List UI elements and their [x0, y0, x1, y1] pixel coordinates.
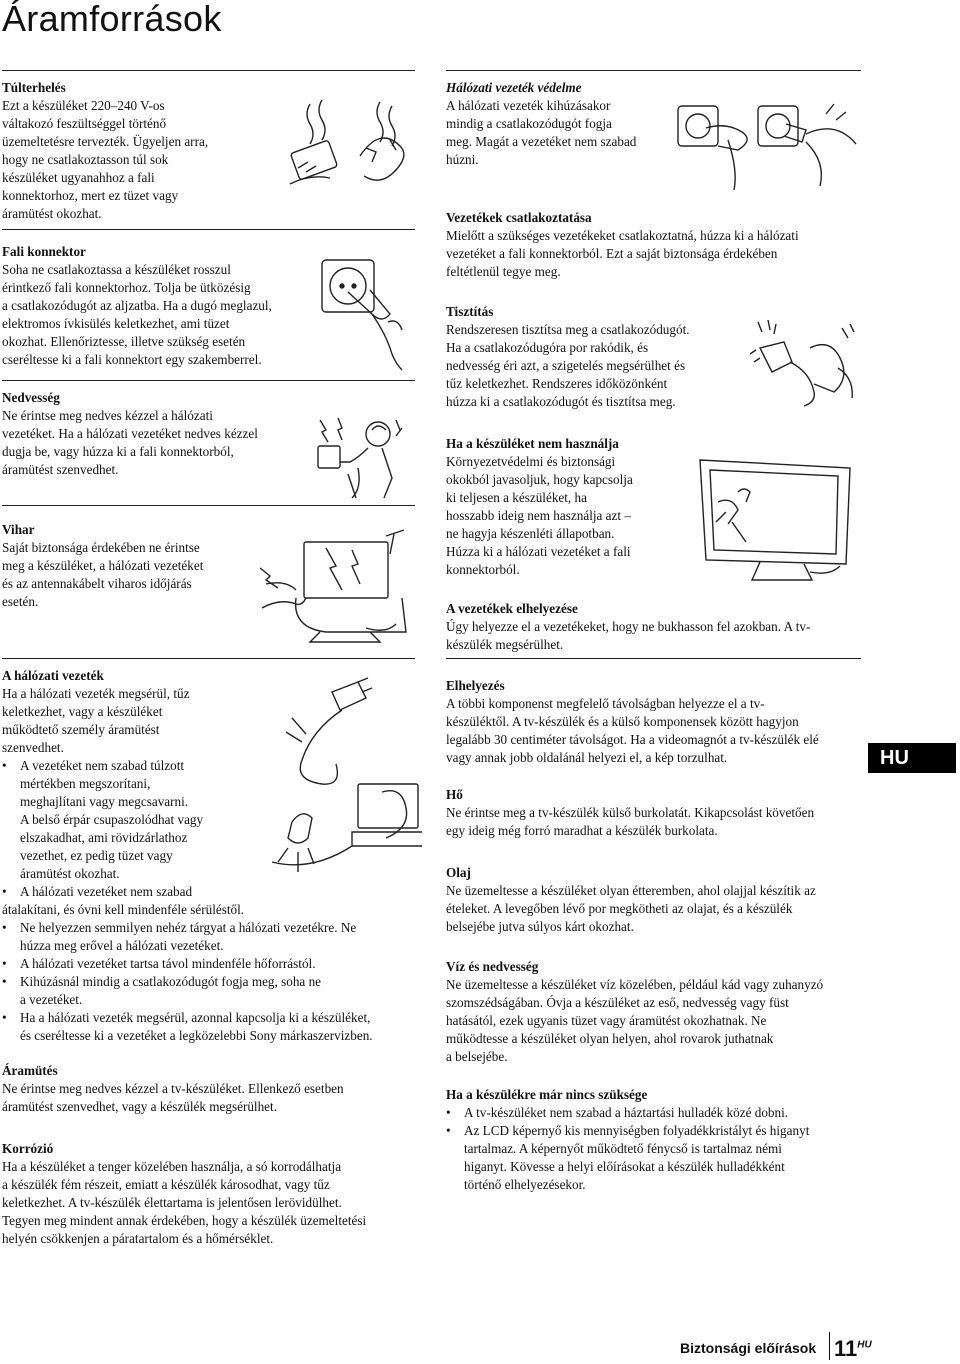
body-line: okokból javasoljuk, hogy kapcsolja [446, 472, 633, 487]
body-line: vezetéket. Ha a hálózati vezetéket nedves kézzel [2, 426, 258, 441]
body-line: működtető személy áramütést [2, 722, 160, 737]
body-line: Ne érintse meg nedves kézzel a tv-készüléket. Ellenkező esetben [2, 1081, 344, 1096]
body-line: szenvedhet. [2, 740, 64, 755]
section-heading: Vihar [2, 522, 35, 537]
wall-socket-plug-illustration [318, 252, 413, 374]
body-line: érintkező fali konnektorhoz. Tolja be ütközésig [2, 280, 251, 295]
body-line: • Ne helyezzen semmilyen nehéz tárgyat a hálózati vezetékre. Ne [20, 920, 357, 935]
list-item [2, 973, 422, 1009]
body-line: áramütést okozhat. [20, 866, 120, 881]
body-line: Mielőtt a szükséges vezetékeket csatlakoztatná, húzza ki a hálózati [446, 228, 799, 243]
divider [2, 658, 415, 659]
body-line: húzza ki a csatlakozódugót és tisztítsa meg. [446, 394, 676, 409]
section-heading: Víz és nedvesség [446, 959, 539, 974]
section-heading: Ha a készüléket nem használja [446, 436, 619, 451]
section-heading: Fali konnektor [2, 244, 86, 259]
tv-unplug-illustration [690, 452, 860, 592]
body-line: ne hagyja készenléti állapotban. [446, 526, 615, 541]
section-connecting-cords [446, 209, 866, 281]
body-line: történő elhelyezésekor. [464, 1177, 586, 1192]
overloaded-outlet-illustration [280, 96, 415, 196]
body-line: • A vezetéket nem szabad túlzott [20, 758, 185, 773]
body-line: és cseréltesse ki a vezetéket a legközelebbi Sony márkaszervizben. [20, 1028, 373, 1043]
section-heading: Korrózió [2, 1141, 54, 1156]
body-line: Környezetvédelmi és biztonsági [446, 454, 616, 469]
body-line: • A hálózati vezetéket nem szabad [20, 884, 193, 899]
section-heading: Áramütés [2, 1063, 58, 1078]
section-heat [446, 786, 866, 840]
section-cord-placement [446, 600, 866, 654]
bullet-list [446, 1104, 866, 1194]
body-line: Ne érintse meg a tv-készülék külső burkolatát. Kikapcsolást követően [446, 805, 815, 820]
body-line: a csatlakozódugót az aljzatba. Ha a dugó meglazul, [2, 298, 272, 313]
section-heading: Ha a készülékre már nincs szüksége [446, 1087, 648, 1102]
body-line: meg a készüléket, a hálózati vezetéket [2, 558, 204, 573]
body-line: konnektorhoz, mert ez tüzet vagy [2, 188, 179, 203]
list-item [2, 1009, 422, 1045]
footer-divider [829, 1332, 830, 1360]
body-line: Ne üzemeltesse a készüléket olyan étteremben, ahol olajjal készítik az [446, 883, 816, 898]
body-line: konnektorból. [446, 562, 520, 577]
divider [446, 70, 861, 71]
body-line: A belső érpár csupaszolódhat vagy [20, 812, 204, 827]
body-line: mindig a csatlakozódugót fogja [446, 116, 612, 131]
body-line: Tegyen meg mindent annak érdekében, hogy a készülék üzemeltetési [2, 1213, 367, 1228]
body-line: Saját biztonsága érdekében ne érintse [2, 540, 200, 555]
body-line: meghajlítani vagy megcsavarni. [20, 794, 189, 809]
body-line: meg. Magát a vezetéket nem szabad [446, 134, 637, 149]
body-line: Ne érintse meg nedves kézzel a hálózati [2, 408, 213, 423]
body-line: vagy annak jobb oldalánál helyezi el, a kép torzulhat. [446, 750, 728, 765]
section-electric-shock [2, 1062, 422, 1116]
body-line: keletkezhet. A tv-készülék élettartama is jelentősen lerövidülhet. [2, 1195, 342, 1210]
section-heading: Hő [446, 787, 463, 802]
body-line: nedvesség éri azt, a szigetelés megsérülhet és [446, 358, 686, 373]
cleaning-plug-illustration [750, 318, 860, 410]
divider [2, 505, 415, 506]
page-title: Áramforrások [2, 0, 222, 39]
body-line: váltakozó feszültséggel történő [2, 116, 167, 131]
section-placement [446, 677, 866, 767]
body-line: helyén csökkenjen a páratartalom és a hőmérséklet. [2, 1231, 274, 1246]
body-line: • Az LCD képernyő kis mennyiségben folyadékkristályt és higanyt [464, 1123, 810, 1138]
section-disposal [446, 1086, 866, 1194]
page-number-suffix: HU [857, 1339, 872, 1351]
list-item [2, 955, 422, 973]
list-item [446, 1122, 866, 1194]
body-line: vezethet, ez pedig tüzet vagy [20, 848, 173, 863]
body-line: üzemeltetésre tervezték. Ügyeljen arra, [2, 134, 209, 149]
section-corrosion [2, 1140, 422, 1248]
body-line: ételeket. A levegőben lévő por megkötheti az olajat, és a készülék [446, 901, 793, 916]
body-line: készülék megsérülhet. [446, 637, 564, 652]
section-oil [446, 864, 866, 936]
body-line: Ha a hálózati vezeték megsérül, tűz [2, 686, 190, 701]
body-line: okozhat. Ellenőriztesse, illetve szükség esetén [2, 334, 246, 349]
body-line: áramütést szenvedhet. [2, 462, 119, 477]
section-not-in-use [446, 435, 686, 579]
damaged-cord-illustration [262, 672, 422, 882]
body-line: esetén. [2, 594, 39, 609]
body-line: a vezetéket. [20, 992, 83, 1007]
body-line: ki teljesen a készüléket, ha [446, 490, 587, 505]
list-item [446, 1104, 866, 1122]
section-heading: Olaj [446, 865, 471, 880]
body-line: dugja be, vagy húzza ki a fali konnektorból, [2, 444, 234, 459]
body-line: áramütést szenvedhet, vagy a készülék megsérülhet. [2, 1099, 277, 1114]
body-line: • A tv-készüléket nem szabad a háztartási hulladék közé dobni. [464, 1105, 789, 1120]
body-line: húzni. [446, 152, 479, 167]
body-line: tartalmaz. A képernyőt működtető fénycső is tartalmaz némi [464, 1141, 782, 1156]
section-heading: Nedvesség [2, 390, 60, 405]
section-overload [2, 79, 282, 223]
body-line: a készülék fém részeit, emiatt a készülék károsodhat, vagy tűz [2, 1177, 330, 1192]
body-line: Ha a csatlakozódugóra por rakódik, és [446, 340, 649, 355]
body-line: vezetéket a fali konnektorból. Ezt a saját biztonsága érdekében [446, 246, 778, 261]
body-line: A többi komponenst megfelelő távolságban helyezze el a tv- [446, 696, 765, 711]
body-line: Ha a készüléket a tenger közelében használja, a só korrodálhatja [2, 1159, 342, 1174]
body-line: legalább 30 centiméter távolságot. Ha a videomagnót a tv-készülék elé [446, 732, 819, 747]
pull-plug-illustration [676, 84, 860, 194]
body-line: készüléket ugyanahhoz a fali [2, 170, 155, 185]
section-heading: Túlterhelés [2, 80, 66, 95]
body-line: Ezt a készüléket 220–240 V-os [2, 98, 165, 113]
body-line: keletkezhet, vagy a készüléket [2, 704, 163, 719]
section-storm [2, 521, 262, 611]
body-line: húzza meg erővel a hálózati vezetéket. [20, 938, 224, 953]
body-line: Ne üzemeltesse a készüléket víz közelében, például kád vagy zuhanyzó [446, 977, 824, 992]
page-number-value: 11 [834, 1336, 858, 1361]
section-heading: A hálózati vezeték [2, 668, 104, 683]
lightning-storm-tv-illustration [256, 528, 416, 648]
divider [2, 229, 415, 230]
body-line: Húzza ki a hálózati vezetéket a fali [446, 544, 631, 559]
body-line: • Ha a hálózati vezeték megsérül, azonnal kapcsolja ki a készüléket, [20, 1010, 371, 1025]
section-wall-socket [2, 243, 322, 369]
body-line: hosszabb ideig nem használja azt – [446, 508, 631, 523]
body-line: hogy ne csatlakoztasson túl sok [2, 152, 169, 167]
body-line: A hálózati vezeték kihúzásakor [446, 98, 611, 113]
body-line: Rendszeresen tisztítsa meg a csatlakozódugót. [446, 322, 690, 337]
body-line: Soha ne csatlakoztassa a készüléket rosszul [2, 262, 231, 277]
footer-section-title: Biztonsági előírások [680, 1340, 817, 1356]
section-heading: Hálózati vezeték védelme [446, 80, 582, 95]
body-line: elektromos ívkisülés keletkezhet, ami tüzet [2, 316, 230, 331]
body-line: • Kihúzásnál mindig a csatlakozódugót fogja meg, soha ne [20, 974, 322, 989]
body-line: készüléktől. A tv-készülék és a külső komponensek között hagyjon [446, 714, 799, 729]
divider [446, 658, 861, 659]
list-item [2, 883, 422, 919]
section-heading: Vezetékek csatlakoztatása [446, 210, 592, 225]
divider [2, 380, 415, 381]
body-line: • A hálózati vezetéket tartsa távol mindenféle hőforrástól. [20, 956, 316, 971]
list-item [2, 919, 422, 955]
body-line: cseréltesse ki a fali konnektort egy szakemberrel. [2, 352, 262, 367]
section-water [446, 958, 866, 1066]
body-line: mértékben megszorítani, [20, 776, 151, 791]
section-cord-protection [446, 79, 676, 169]
body-line: egy ideig még forró maradhat a készülék burkolata. [446, 823, 718, 838]
section-moisture [2, 389, 302, 479]
body-line: működtesse a készüléket olyan helyen, ahol rovarok juthatnak [446, 1031, 774, 1046]
section-heading: Elhelyezés [446, 678, 505, 693]
body-line: belsejébe jutva súlyos kárt okozhat. [446, 919, 634, 934]
wet-hands-illustration [312, 414, 407, 504]
page-number [834, 1336, 872, 1362]
body-line: hatásától, ezek ugyanis tüzet vagy áramütést okozhatnak. Ne [446, 1013, 767, 1028]
section-heading: Tisztítás [446, 304, 494, 319]
body-line: higanyt. Kövesse a helyi előírásokat a készülék hulladékként [464, 1159, 785, 1174]
body-line: elszakadhat, ami rövidzárlathoz [20, 830, 188, 845]
section-heading: A vezetékek elhelyezése [446, 601, 578, 616]
body-line: a belsejébe. [446, 1049, 508, 1064]
language-tab: HU [868, 743, 956, 773]
body-line: feltétlenül tegye meg. [446, 264, 561, 279]
body-line: tűz keletkezhet. Rendszeres időközönként [446, 376, 668, 391]
section-cleaning [446, 303, 736, 411]
body-line: átalakítani, és óvni kell mindenféle sérüléstől. [2, 902, 245, 917]
body-line: szomszédságában. Óvja a készüléket az eső, nedvesség vagy füst [446, 995, 789, 1010]
body-line: és az antennakábelt viharos időjárás [2, 576, 192, 591]
divider [2, 70, 415, 71]
body-line: áramütést okozhat. [2, 206, 102, 221]
body-line: Úgy helyezze el a vezetékeket, hogy ne bukhasson fel azokban. A tv- [446, 619, 811, 634]
